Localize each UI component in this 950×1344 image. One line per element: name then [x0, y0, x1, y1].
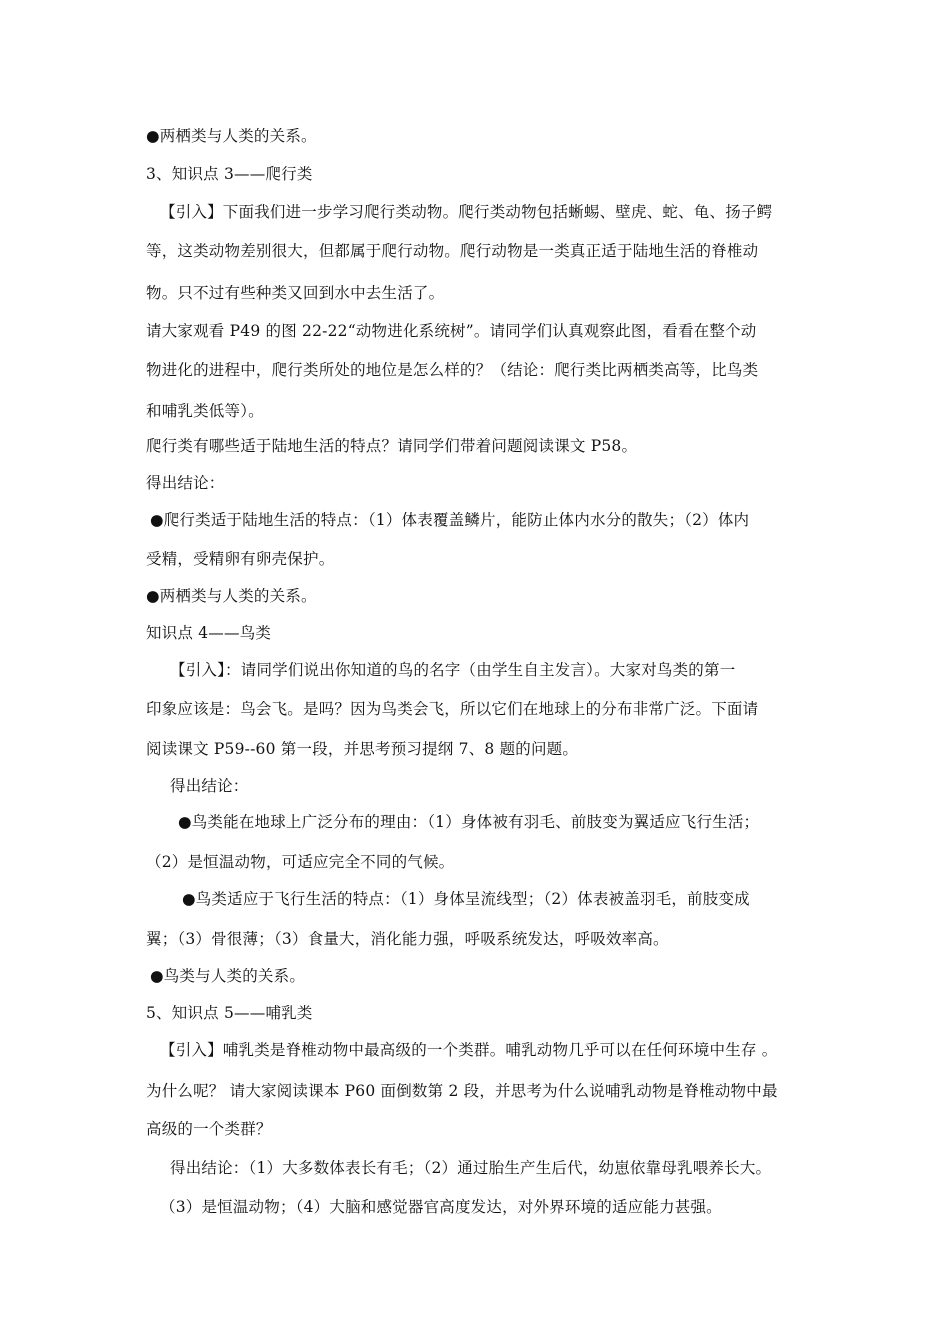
paragraph-line: 物。只不过有些种类又回到水中去生活了。	[146, 284, 445, 302]
bullet-line: ●两栖类与人类的关系。	[146, 587, 317, 605]
paragraph-line: 爬行类有哪些适于陆地生活的特点？请同学们带着问题阅读课文 P58。	[146, 437, 638, 455]
section-heading: 3、知识点 3——爬行类	[146, 165, 313, 183]
bullet-line: ●两栖类与人类的关系。	[146, 127, 317, 145]
section-heading: 知识点 4——鸟类	[146, 624, 272, 642]
paragraph-line: 【引入】下面我们进一步学习爬行类动物。爬行类动物包括蜥蜴、壁虎、蛇、龟、扬子鳄	[160, 203, 773, 221]
paragraph-line: （3）是恒温动物；（4）大脑和感觉器官高度发达，对外界环境的适应能力甚强。	[160, 1198, 722, 1216]
paragraph-line: 物进化的进程中，爬行类所处的地位是怎么样的？（结论：爬行类比两栖类高等，比鸟类	[146, 361, 759, 379]
paragraph-line: 印象应该是：鸟会飞。是吗？因为鸟类会飞，所以它们在地球上的分布非常广泛。下面请	[146, 700, 759, 718]
paragraph-line: 翼；（3）骨很薄；（3）食量大，消化能力强，呼吸系统发达，呼吸效率高。	[146, 930, 669, 948]
paragraph-line: 得出结论：	[146, 474, 225, 492]
paragraph-line: 请大家观看 P49 的图 22-22“动物进化系统树”。请同学们认真观察此图，看看在整个动	[146, 322, 757, 340]
bullet-line: ●鸟类能在地球上广泛分布的理由：（1）身体被有羽毛、前肢变为翼适应飞行生活；	[178, 813, 760, 831]
paragraph-line: 等，这类动物差别很大，但都属于爬行动物。爬行动物是一类真正适于陆地生活的脊椎动	[146, 242, 759, 260]
paragraph-line: 为什么呢？ 请大家阅读课本 P60 面倒数第 2 段，并思考为什么说哺乳动物是脊椎动物中最	[146, 1082, 778, 1100]
bullet-line: ●爬行类适于陆地生活的特点：（1）体表覆盖鳞片，能防止体内水分的散失；（2）体内	[150, 511, 750, 529]
paragraph-line: （2）是恒温动物，可适应完全不同的气候。	[146, 853, 455, 871]
paragraph-line: 【引入】哺乳类是脊椎动物中最高级的一个类群。哺乳动物几乎可以在任何环境中生存 。	[160, 1041, 778, 1059]
bullet-line: ●鸟类与人类的关系。	[150, 967, 306, 985]
paragraph-line: 和哺乳类低等）。	[146, 402, 264, 420]
paragraph-line: 阅读课文 P59--60 第一段，并思考预习提纲 7、8 题的问题。	[146, 740, 579, 758]
paragraph-line: 高级的一个类群？	[146, 1120, 272, 1138]
section-heading: 5、知识点 5——哺乳类	[146, 1004, 313, 1022]
bullet-line: ●鸟类适应于飞行生活的特点：（1）身体呈流线型；（2）体表被盖羽毛，前肢变成	[182, 890, 750, 908]
paragraph-line: 得出结论：（1）大多数体表长有毛；（2）通过胎生产生后代，幼崽依靠母乳喂养长大。	[170, 1159, 772, 1177]
paragraph-line: 受精，受精卵有卵壳保护。	[146, 550, 335, 568]
paragraph-line: 【引入】：请同学们说出你知道的鸟的名字（由学生自主发言）。大家对鸟类的第一	[170, 661, 736, 679]
paragraph-line: 得出结论：	[170, 777, 249, 795]
